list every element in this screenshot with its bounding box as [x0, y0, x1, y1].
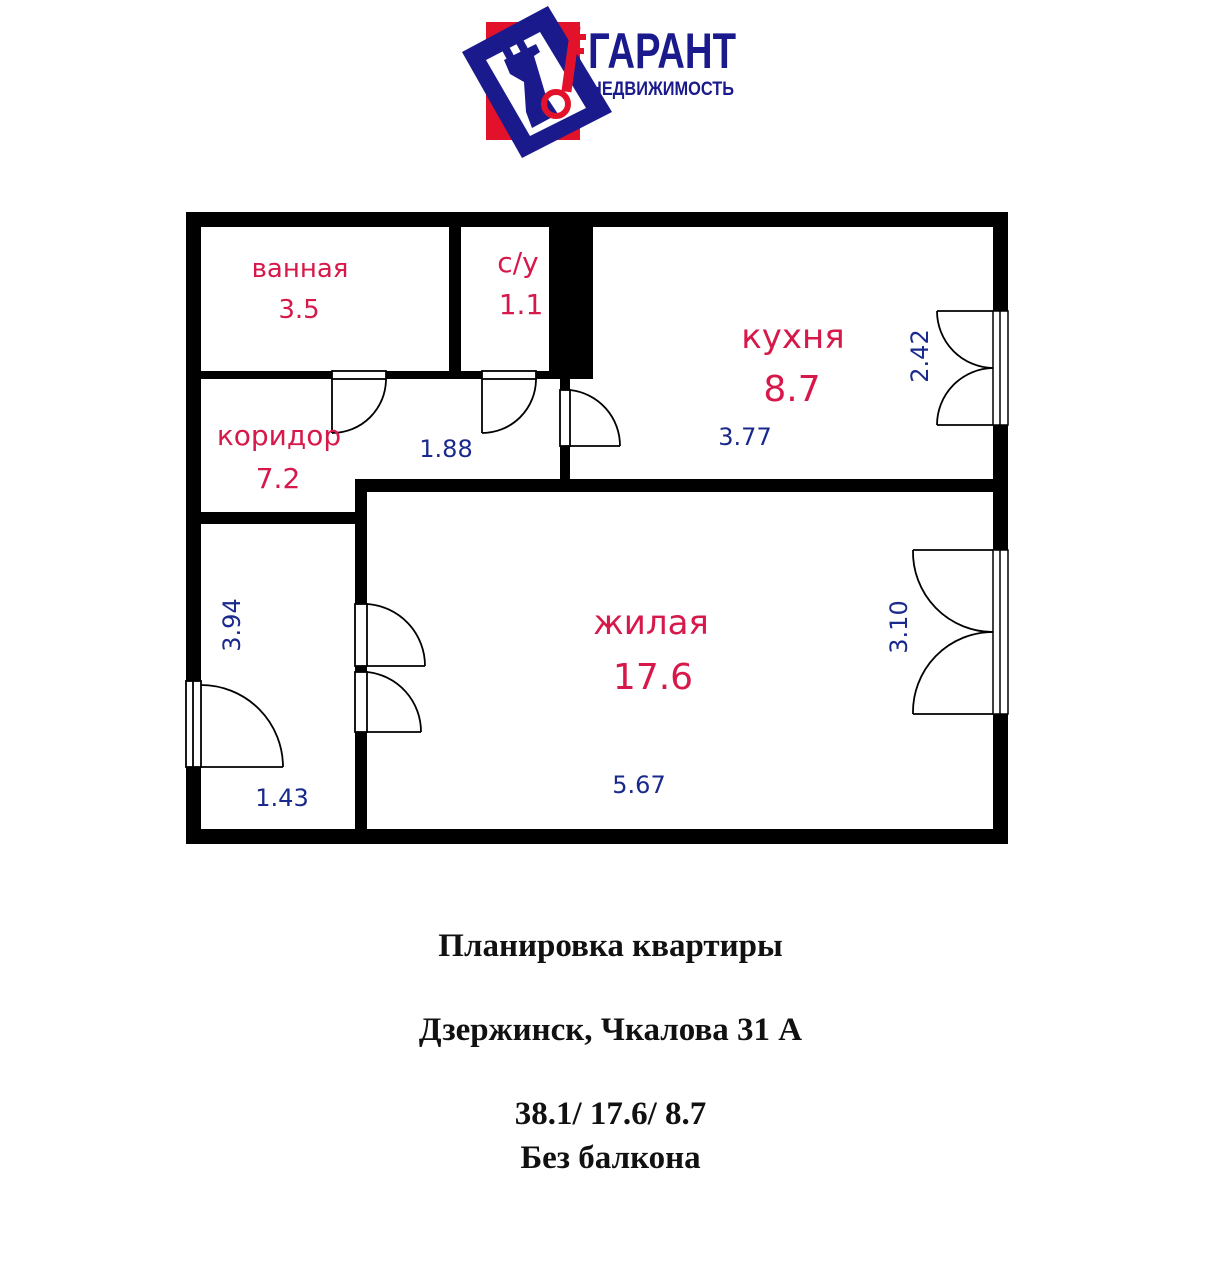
living-height-dim: 3.10	[885, 600, 913, 654]
kitchen-height-dim: 2.42	[906, 329, 934, 383]
dimension-labels	[218, 329, 934, 812]
brand-logo	[462, 6, 736, 158]
plan-areas: 38.1/ 17.6/ 8.7	[514, 1096, 707, 1132]
wall-kitchen-living	[355, 479, 993, 492]
kitchen-width-dim: 3.77	[718, 423, 772, 451]
living-door-lower	[355, 672, 421, 732]
doors	[186, 311, 993, 767]
ventilation-shaft	[559, 227, 593, 379]
living-width-dim: 5.67	[612, 771, 666, 799]
hall-width-dim: 1.43	[255, 784, 309, 812]
plan-title: Планировка квартиры	[438, 928, 783, 964]
kitchen-area: 8.7	[763, 369, 821, 410]
kitchen-door	[560, 390, 620, 446]
kitchen-window-sash	[937, 311, 993, 425]
brand-tagline: НЕДВИЖИМОСТЬ	[590, 79, 734, 100]
wall-wc-shaft	[549, 227, 559, 371]
plan-balcony: Без балкона	[520, 1140, 701, 1176]
corridor-area: 7.2	[255, 462, 301, 495]
corridor-name: коридор	[216, 419, 342, 452]
outer-wall-right	[993, 212, 1008, 844]
outer-wall-top	[186, 212, 1008, 227]
living-window-sash	[913, 550, 993, 714]
toilet-area: 1.1	[498, 288, 544, 321]
outer-wall-bottom	[186, 829, 1008, 844]
kitchen-name: кухня	[741, 317, 845, 357]
corridor-width-dim: 1.88	[419, 435, 473, 463]
wall-bath-wc	[449, 227, 461, 371]
room-labels	[217, 246, 845, 698]
toilet-name: с/у	[497, 246, 539, 279]
bathroom-name: ванная	[251, 254, 349, 284]
wall-corridor-hall	[201, 512, 355, 524]
living-name: жилая	[593, 603, 709, 643]
plan-address: Дзержинск, Чкалова 31 А	[418, 1012, 803, 1048]
brand-name: ГАРАНТ	[588, 23, 736, 79]
living-area: 17.6	[612, 657, 694, 698]
living-door-upper	[355, 604, 425, 666]
bathroom-area: 3.5	[278, 295, 320, 325]
hall-height-dim: 3.94	[218, 598, 246, 652]
wc-door	[482, 371, 536, 433]
entrance-door	[186, 681, 283, 767]
